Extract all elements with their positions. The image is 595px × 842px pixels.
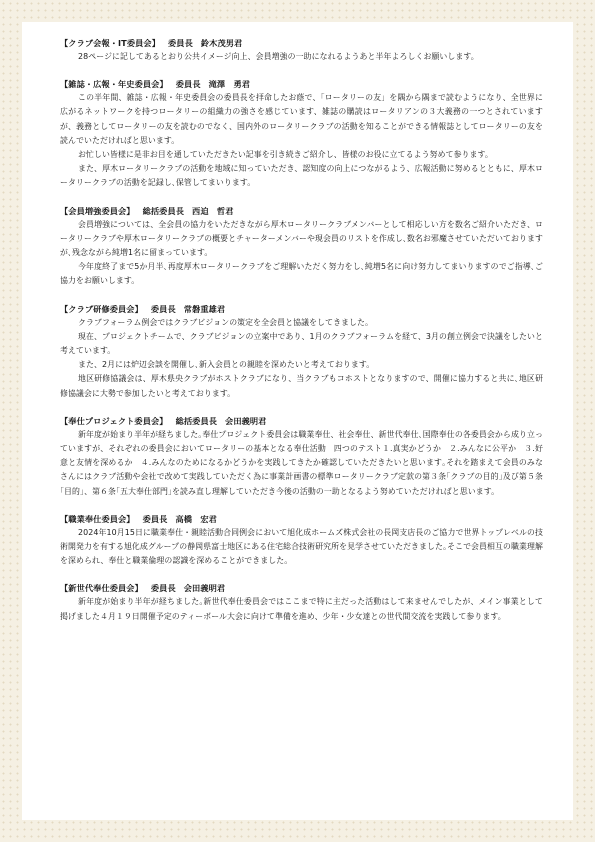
committee-role: 委員長 [150,303,176,314]
section-new-generations-service [60,581,543,623]
committee-role: 委員長 [142,513,168,524]
section-heading [60,77,543,91]
section-heading [60,512,543,526]
section-club-training [60,302,543,401]
committee-name: 【新世代奉仕委員会】 [60,583,143,594]
committee-person: 常磐重雄君 [183,303,226,314]
section-paragraph: 新年度が始まり半年が経ちました｡新世代奉仕委員会ではここまで特に主だった活動はして来ませんでしたが、メイン事業として掲げました４月１９日開催予定のティーボール大会に向けて準備を進め、少年・少女達との世代間交流を実践して参ります。 [60,597,543,621]
section-heading [60,204,543,218]
committee-person: 高橋 宏君 [175,513,217,524]
section-paragraph: また、2月には炉辺会談を開催し､新入会員との親睦を深めたいと考えております。 [78,360,375,370]
committee-role: 総括委員長 [175,415,218,426]
section-heading [60,414,543,428]
section-vocational-service [60,512,543,569]
section-paragraph: クラブフォーラム例会ではクラブビジョンの策定を全会員と協議をしてきました。 [78,317,374,327]
report-page [22,22,573,820]
committee-name: 【クラブ研修委員会】 [60,303,143,314]
committee-name: 【クラブ会報・IT委員会】 [60,38,160,48]
section-club-bulletin-it [60,36,543,64]
section-heading [60,36,543,50]
section-paragraph: 現在、プロジェクトチームで、クラブビジョンの立案中であり、1月のクラブフォーラムを経て、3月の創立例会で決議をしたいと考えています。 [60,331,543,356]
section-paragraph: 会員増強については、全会員の協力をいただきながら厚木ロータリークラブメンバーとして相応しい方を数名ご紹介いただき、ロータリークラブや厚木ロータリークラブの概要とチャーターメンバーや現会員のリストを作成し､数名お邪魔させていただいておりますが､残念ながら純増1名に留まっています。 [60,219,543,258]
committee-name: 【職業奉仕委員会】 [60,513,135,524]
committee-role: 総括委員長 [142,205,185,216]
committee-name: 【会員増強委員会】 [60,205,135,216]
committee-role: 委員長 [150,583,176,594]
section-paragraph: お忙しい皆様に是非お目を通していただきたい記事を引き続きご紹介し、皆様のお役に立てるよう努めて参ります。 [78,150,493,160]
committee-name: 【奉仕プロジェクト委員会】 [60,415,168,426]
section-paragraph: 新年度が始まり半年が経ちました｡奉仕プロジェクト委員会は職業奉仕、社会奉仕、新世代奉仕､国際奉仕の各委員会から成り立っていますが、それぞれの委員会においてロータリーの基本となる奉仕活動 四つのテスト１.真実かどうか ２.みんなに公平か ３.好意と友情を深めるか ４.みんなのためになるかどうかを実践してきたか確認していただきたいと思います｡それを踏まえて会員のみなさんにはクラブ活動や会社で改めて実践していただく為に事業計画書の標準ロータリークラブ定款の第３条｢クラブの目的｣及び第５条｢目的｣、第６条｢五大奉仕部門｣を読み直し理解していただき今後の活動の一助となるよう努めていただければと思います。 [60,429,543,496]
section-paragraph: また、厚木ロータリークラブの活動を地域に知っていただき、認知度の向上につながるよう、広報活動に努めるとともに、厚木ロータリークラブの活動を記録し､保管してまいります。 [60,164,543,188]
section-paragraph: 地区研修協議会は、厚木県央クラブがホストクラブになり、当クラブもコホストとなりますので、開催に協力すると共に､地区研修協議会に大勢で参加したいと考えております。 [60,374,543,398]
committee-person: 西迫 哲君 [192,205,234,216]
section-service-projects [60,414,543,499]
section-paragraph: この半年間、雑誌・広報・年史委員会の委員長を拝命したお蔭で、「ロータリーの友」を隅から隅まで読むようになり、全世界に広がるネットワークを持つロータリーの組織力の強さを感じています、雑誌の購読はロータリアンの３大義務の一つとされていますが、義務としてロータリーの友を読むのでなく、国内外のロータリークラブの活動を知ることができる情報誌としてロータリーの友を読んでいただければと思います。 [60,93,543,145]
committee-role: 委員長 [175,79,201,90]
section-heading [60,302,543,316]
section-membership-growth [60,204,543,289]
section-paragraph: 2024年10月15日に職業奉仕・親睦活動合同例会において旭化成ホームズ株式会社の長岡支店長のご協力で世界トップレベルの技術開発力を有する旭化成グループの静岡県富士地区にある住宅総合技術研究所を見学させていただきました｡そこで会員相互の職業理解を深められ、奉仕と職業倫理の認識を深めることができました。 [60,527,543,566]
section-paragraph: 今年度終了まで5か月半､再度厚木ロータリークラブをご理解いただく努力をし､純増5名に向け努力してまいりますのでご指導､ご協力をお願いします。 [60,262,543,286]
committee-person: 会田義明君 [183,583,226,594]
committee-name: 【雑誌・広報・年史委員会】 [60,79,168,90]
committee-person: 滝澤 勇君 [208,79,251,90]
section-heading [60,581,543,595]
committee-person: 会田義明君 [225,415,267,426]
section-paragraph: 28ページに記してあるとおり公共イメージ向上、会員増強の一助になれるようあと半年よろしくお願いします。 [78,52,479,61]
section-magazine-pr-history [60,77,543,190]
committee-person: 鈴木茂男君 [200,38,243,48]
committee-role: 委員長 [168,38,193,48]
